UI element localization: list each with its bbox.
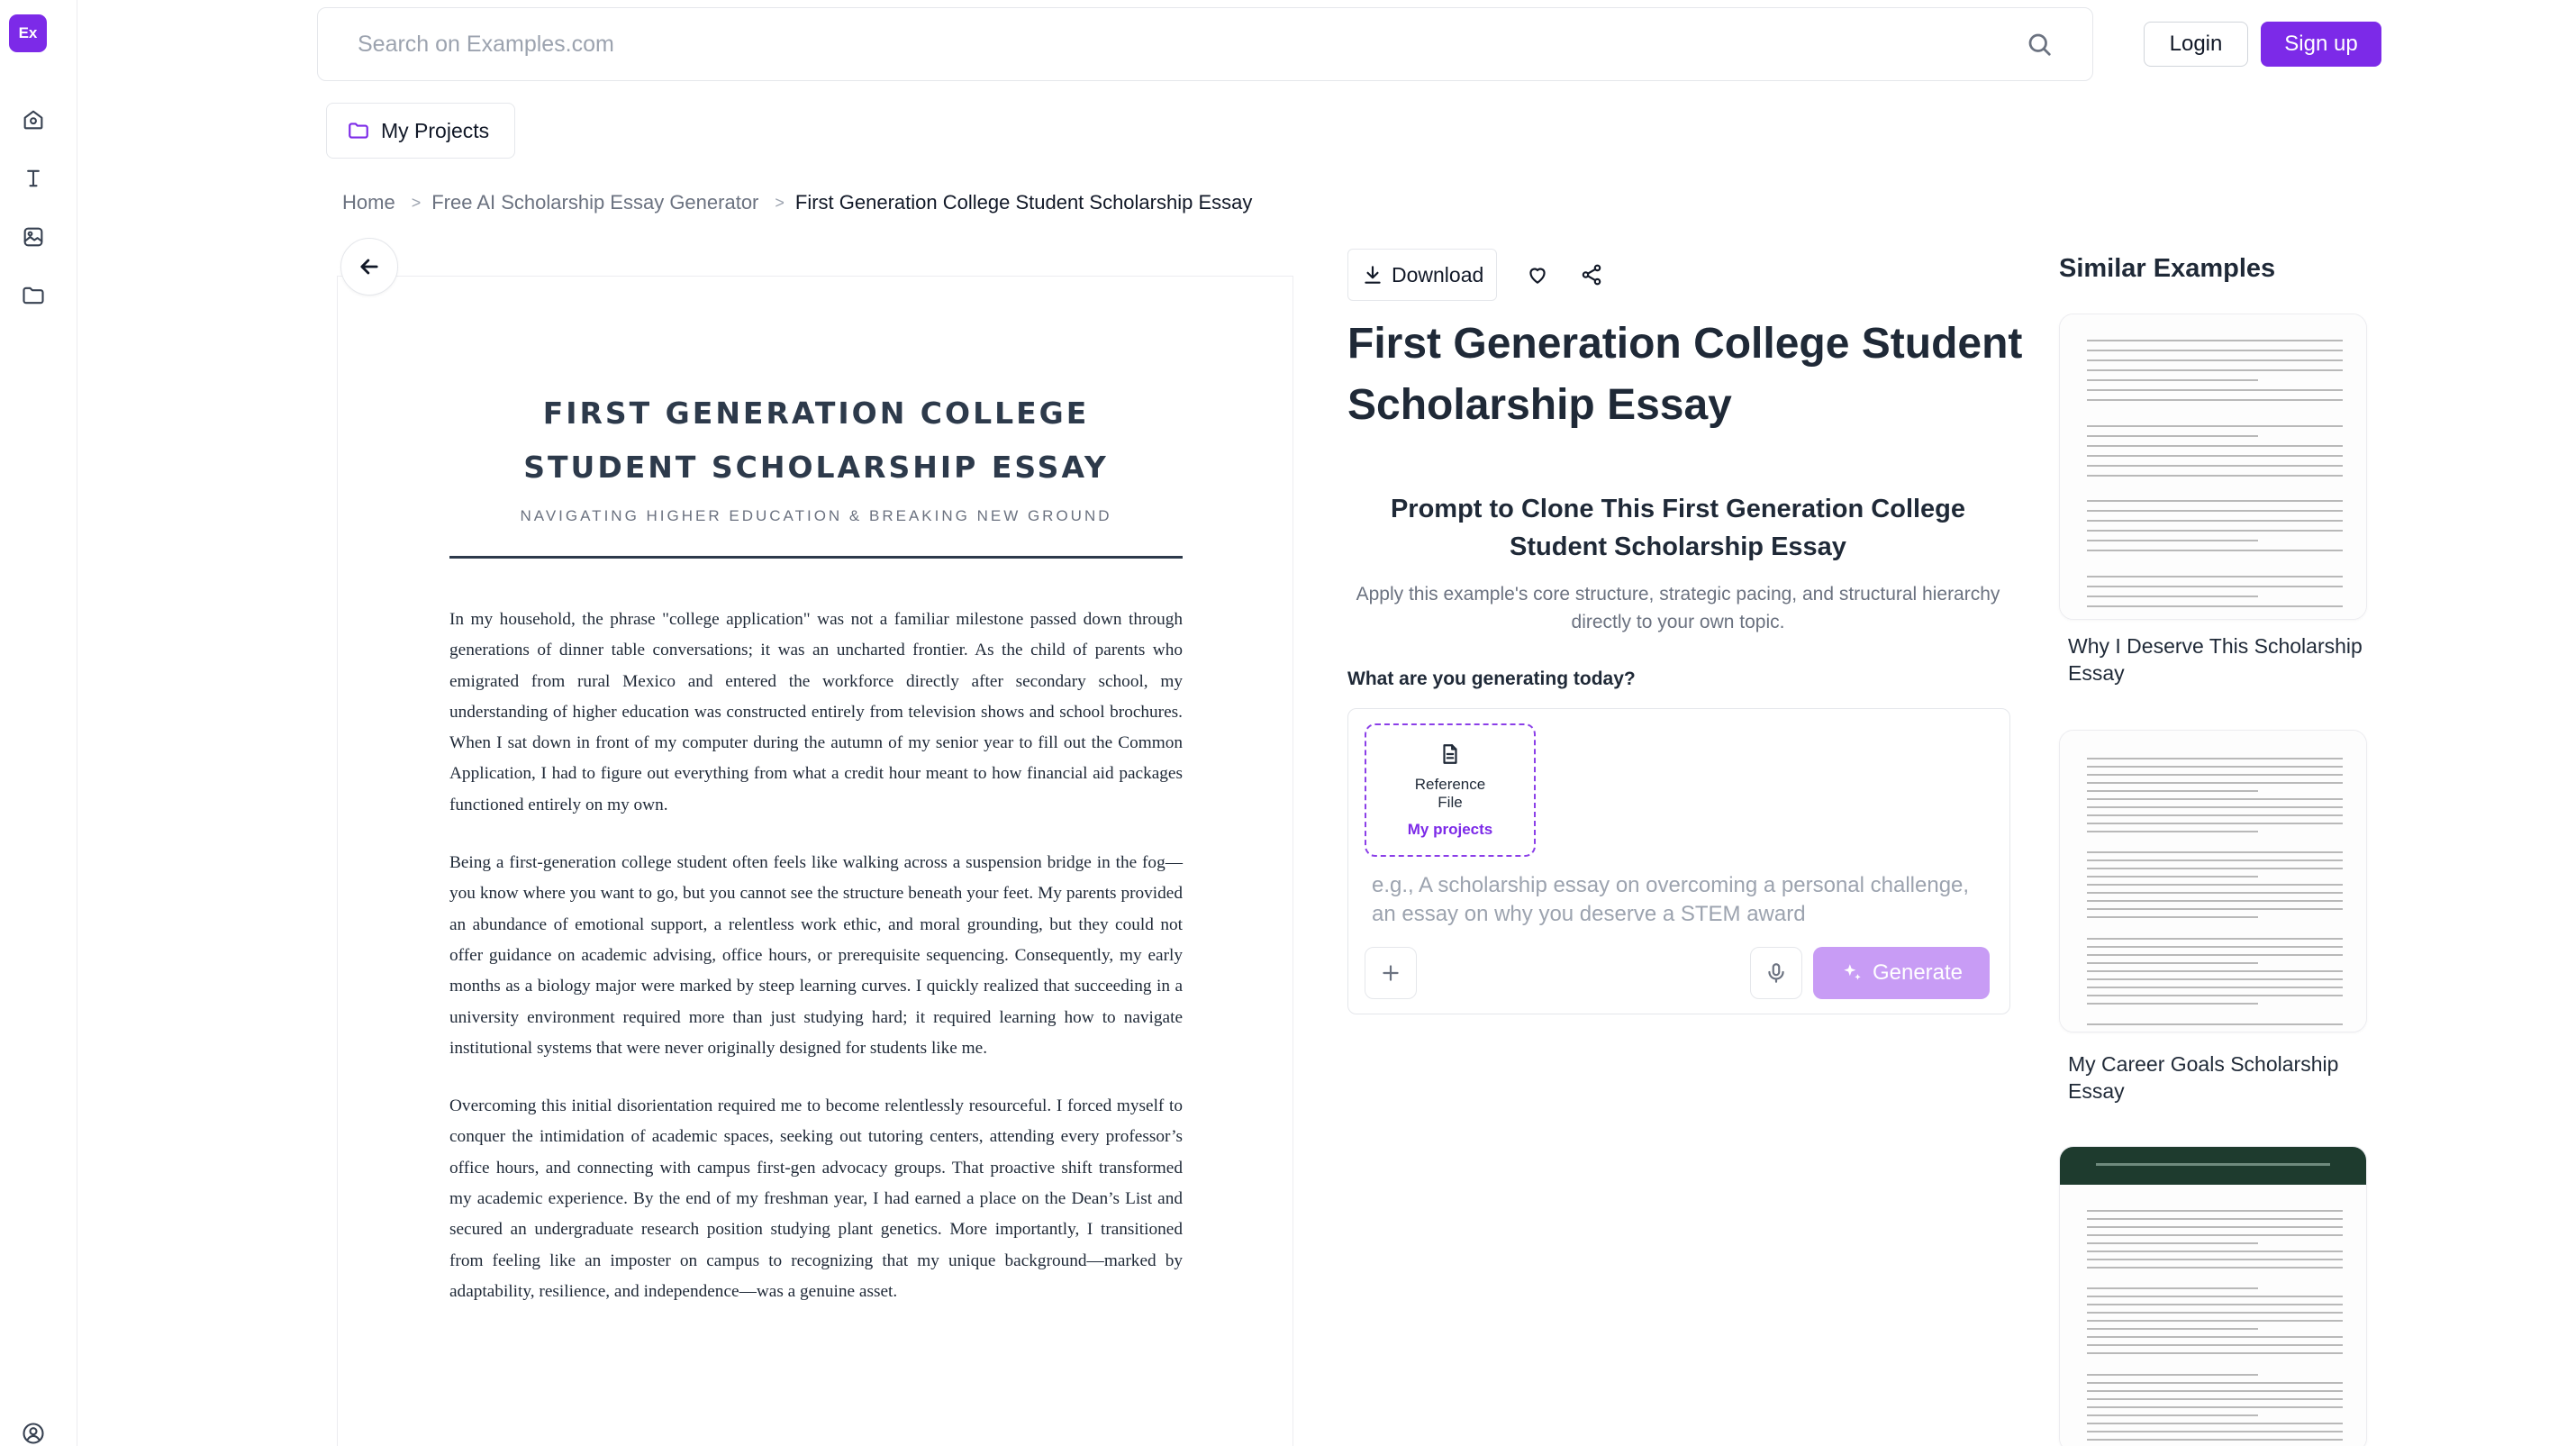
generate-button[interactable] [1813,947,1990,999]
thumbnail-text-line [2087,1218,2343,1220]
thumbnail-text-line [2087,1267,2343,1269]
thumbnail-text-line [2087,978,2343,980]
thumbnail-text-line [2087,1390,2343,1392]
thumbnail-text-line [2087,1259,2343,1260]
user-account-icon[interactable] [16,1416,50,1446]
thumbnail-text-line [2087,455,2343,457]
thumbnail-text-line [2087,1336,2343,1338]
breadcrumb-parent[interactable]: Free AI Scholarship Essay Generator [431,191,759,214]
thumbnail-text-line [2087,596,2258,597]
thumbnail-text-line [2087,1374,2258,1376]
document-icon [1438,741,1462,767]
breadcrumb-current: First Generation College Student Scholarship Essay [794,191,1253,214]
thumbnail-text-line [2087,782,2343,784]
thumbnail-text-line [2087,1296,2343,1297]
thumbnail-text-line [2087,900,2343,902]
document-subtitle: NAVIGATING HIGHER EDUCATION & BREAKING NEW GROUND [520,507,1112,524]
breadcrumb-separator: > [411,193,422,212]
plus-icon [1379,961,1402,985]
thumbnail-header-band [2060,1147,2366,1185]
page-title: First Generation College Student Scholarship Essay [1347,320,2023,429]
thumbnail-text-line [2087,359,2343,361]
thumbnail-text-line [2087,1406,2343,1408]
my-projects-label: My Projects [381,118,490,142]
thumbnail-text-line [2087,550,2343,551]
thumbnail-text-line [2087,399,2343,401]
back-button[interactable] [340,238,398,296]
thumbnail-text-line [2087,876,2258,878]
download-label: Download [1392,262,1484,286]
thumbnail-text-line [2087,1003,2258,1005]
thumbnail-text-line [2087,530,2343,532]
thumbnail-text-line [2087,916,2258,918]
image-tool-icon[interactable] [16,220,50,254]
thumbnail-text-line [2087,892,2343,894]
thumbnail-text-line [2087,576,2343,577]
thumbnail-text-line [2087,1344,2343,1346]
examples-logo[interactable]: Ex [9,14,47,52]
thumbnail-text-line [2087,970,2343,972]
thumbnail-text-line [2087,340,2343,341]
document-title: FIRST GENERATION COLLEGE STUDENT SCHOLARSHIP ESSAY [523,396,1109,485]
thumbnail-text-line [2087,987,2343,988]
thumbnail-text-line [2087,962,2258,964]
thumbnail-text-line [2087,758,2343,759]
thumbnail-text-line [2087,1398,2343,1400]
thumbnail-text-line [2087,1226,2343,1228]
thumbnail-text-line [2087,1431,2343,1432]
heart-icon[interactable] [1524,261,1551,288]
prompt-title: Prompt to Clone This First Generation College Student Scholarship Essay [1390,495,1966,561]
home-icon[interactable] [16,103,50,137]
thumbnail-text-line [2087,790,2258,792]
thumbnail-text-line [2087,831,2258,832]
signup-button[interactable]: Sign up [2261,22,2381,67]
thumbnail-text-line [2087,425,2343,427]
login-button[interactable]: Login [2144,22,2248,67]
thumbnail-text-line [2087,1210,2343,1212]
thumbnail-text-line [2087,1352,2343,1354]
voice-input-button[interactable] [1750,947,1802,999]
thumbnail-text-line [2087,1414,2258,1416]
thumbnail-text-line [2087,369,2343,371]
thumbnail-text-line [2087,1439,2343,1441]
thumbnail-text-line [2087,605,2343,607]
thumbnail-text-line [2087,510,2343,512]
reference-file-label: Reference File [1414,776,1486,811]
similar-example-title[interactable]: My Career Goals Scholarship Essay [2068,1052,2339,1103]
thumbnail-text-line [2087,823,2343,824]
thumbnail-text-line [2087,435,2258,437]
thumbnail-text-line [2087,445,2343,447]
prompt-description: Apply this example's core structure, strategic pacing, and structural hierarchy directly to your own topic. [1356,584,2000,632]
search-input[interactable] [358,32,2026,58]
thumbnail-text-line [2087,500,2343,502]
my-projects-link[interactable]: My projects [1407,821,1493,838]
example-thumbnail [2060,314,2366,619]
thumbnail-text-line [2087,350,2343,351]
prompt-textarea[interactable] [1372,871,1984,936]
thumbnail-text-line [2087,938,2343,940]
thumbnail-text-line [2087,1304,2343,1305]
generate-label: Generate [1872,960,1964,985]
thumbnail-text-line [2087,806,2343,808]
breadcrumb [342,191,1252,214]
folder-icon[interactable] [16,278,50,313]
document-toolbar [1347,249,1605,301]
thumbnail-text-line [2087,1250,2343,1252]
reference-file-upload[interactable] [1365,723,1536,857]
thumbnail-text-line [2087,954,2343,956]
thumbnail-text-line [2087,1242,2258,1244]
share-icon[interactable] [1578,261,1605,288]
download-icon [1361,263,1384,286]
similar-example-card[interactable] [2059,730,2367,1032]
similar-example-title[interactable]: Why I Deserve This Scholarship Essay [2068,634,2363,685]
thumbnail-text-line [2087,1423,2343,1424]
my-projects-button[interactable] [326,103,515,159]
thumbnail-text-line [2087,1287,2258,1289]
thumbnail-text-line [2087,465,2343,467]
example-thumbnail [2060,731,2366,1032]
thumbnail-text-line [2087,379,2258,381]
thumbnail-text-line [2087,1382,2343,1384]
thumbnail-text-line [2087,868,2343,869]
thumbnail-text-line [2087,946,2343,948]
thumbnail-text-line [2087,884,2343,886]
thumbnail-text-line [2087,908,2343,910]
similar-example-card[interactable] [2059,1146,2367,1446]
add-attachment-button[interactable] [1365,947,1417,999]
example-thumbnail [2060,1147,2366,1446]
generator-box [1347,708,2010,1014]
search-icon[interactable] [2026,31,2053,58]
document-body [449,605,1183,1334]
document-paragraph: In my household, the phrase "college application" was not a familiar milestone passed down through generations of dinner table conversations; it was an uncharted frontier. As the child of parents who emigrated from rural Mexico and entered the workforce directly after secondary school, my understanding of higher education was constructed entirely from television shows and school brochures. When I sat down in front of my computer during the autumn of my senior year to fill out the Common Application, I had to figure out everything from what a credit hour meant to how financial aid packages functioned entirely on my own. [449,610,1183,814]
thumbnail-text-line [2087,1312,2343,1314]
thumbnail-text-line [2087,586,2343,587]
arrow-left-icon [357,254,382,279]
thumbnail-text-line [2087,1023,2343,1025]
document-preview[interactable] [337,276,1293,1446]
search-bar [317,7,2093,81]
generate-question-label: What are you generating today? [1347,668,1636,689]
thumbnail-text-line [2087,766,2343,768]
thumbnail-text-line [2087,475,2343,477]
thumbnail-text-line [2087,774,2343,776]
thumbnail-text-line [2087,814,2343,816]
microphone-icon [1764,961,1788,985]
breadcrumb-home[interactable]: Home [342,191,395,214]
document-divider [449,556,1183,559]
document-paragraph: Being a first-generation college student often feels like walking across a suspension bridge in the fog—you know where you want to go, but you cannot see the structure beneath your feet. My parents provided an abundance of emotional support, a relentless work ethic, and moral grounding, but they could not offer guidance on academic advising, office hours, or prerequisite sequencing. Consequently, my early months as a biology major were marked by steep learning curves. I quickly realized that succeeding in a university environment required more than just studying hard; it required learning how to navigate institutional systems that were never originally designed for students like me. [449,853,1183,1058]
document-paragraph: Overcoming this initial disorientation required me to become relentlessly resourceful. I forced myself to conquer the intimidation of academic spaces, seeking out tutoring centers, attending every professor’s office hours, and connecting with campus first-gen advocacy groups. That proactive shift transformed my academic experience. By the end of my freshman year, I had earned a place on the Dean’s List and secured an undergraduate research position studying plant genetics. More importantly, I transitioned from feeling like an imposter on campus to recognizing that my unique background—marked by adaptability, resilience, and independence—was a genuine asset. [449,1096,1183,1301]
folder-icon [347,119,370,142]
thumbnail-text-line [2087,1328,2258,1330]
download-button[interactable] [1347,249,1497,301]
left-rail [0,0,77,1446]
sparkle-icon [1840,961,1864,985]
thumbnail-text-line [2087,389,2343,391]
thumbnail-text-line [2087,859,2343,861]
similar-example-card[interactable] [2059,314,2367,620]
text-tool-icon[interactable] [16,161,50,196]
similar-examples-heading: Similar Examples [2059,254,2276,283]
thumbnail-text-line [2087,540,2258,541]
thumbnail-text-line [2087,520,2343,522]
breadcrumb-separator: > [775,193,785,212]
thumbnail-text-line [2087,1320,2343,1322]
thumbnail-text-line [2087,995,2343,996]
thumbnail-text-line [2087,851,2343,853]
thumbnail-text-line [2087,798,2343,800]
thumbnail-text-line [2087,1234,2343,1236]
